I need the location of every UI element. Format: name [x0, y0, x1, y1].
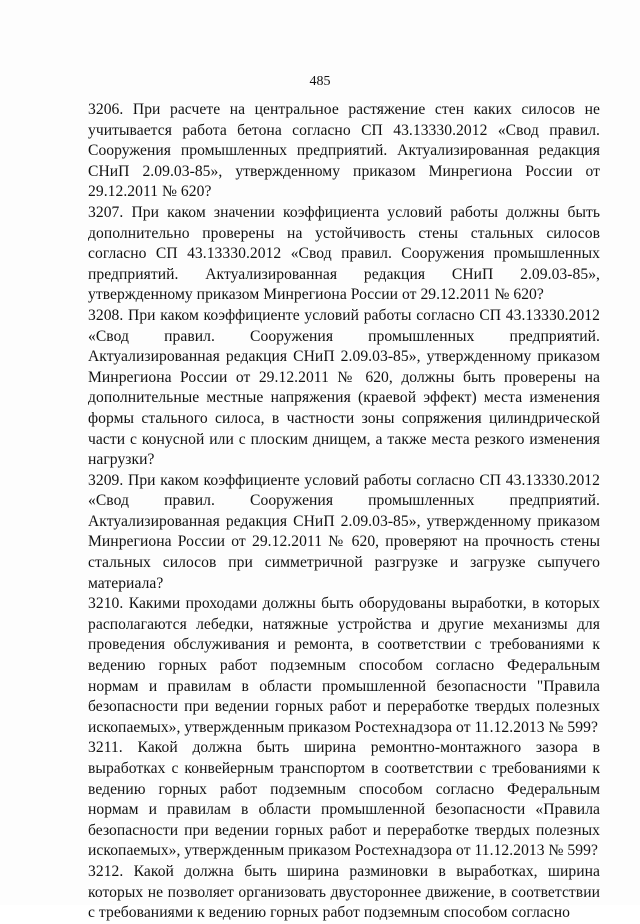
question-number: 3208.: [88, 306, 124, 324]
question-text: Какой должна быть ширина ремонтно-монтажного зазора в выработках с конвейерным транспортом в соответствии с требованиями к ведению горных работ подземным способом согласно Федеральным нормам и правилам в области промышленной безопасности «Правила безопасности при ведении горных работ и переработке твердых полезных ископаемых», утвержденным приказом Ростехнадзора от 11.12.2013 № 599?: [88, 739, 601, 860]
page-number: 485: [309, 74, 331, 89]
question-text: Какими проходами должны быть оборудованы выработки, в которых располагаются лебедки, натяжные устройства и другие механизмы для проведения обслуживания и ремонта, в соответствии с требованиями к ведению горных работ подземным способом согласно Федеральным нормам и правилам в области промышленной безопасности "Правила безопасности при ведении горных работ и переработке твердых полезных ископаемых», утвержденным приказом Ростехнадзора от 11.12.2013 № 599?: [88, 595, 601, 736]
question-number: 3209.: [88, 471, 124, 489]
question-number: 3212.: [88, 862, 124, 880]
question-3206: [88, 100, 600, 203]
question-3208: [88, 306, 600, 471]
question-3209: [88, 471, 600, 595]
question-number: 3210.: [88, 595, 124, 613]
question-text: При каком значении коэффициента условий работы должны быть дополнительно проверены на устойчивость стены стальных силосов согласно СП 43.13330.2012 «Свод правил. Сооружения промышленных предприятий. Актуализированная редакция СНиП 2.09.03-85», утвержденному приказом Минрегиона России от 29.12.2011 № 620?: [88, 203, 600, 304]
question-list: [88, 100, 600, 924]
question-3212: [88, 862, 600, 924]
question-3210: [88, 594, 600, 738]
question-text: При расчете на центральное растяжение стен каких силосов не учитывается работа бетона согласно СП 43.13330.2012 «Свод правил. Сооружения промышленных предприятий. Актуализированная редакция СНиП 2.09.03-85», утвержденному приказом Минрегиона России от 29.12.2011 № 620?: [88, 101, 600, 201]
question-3207: [88, 203, 600, 306]
question-number: 3206.: [88, 101, 124, 118]
question-number: 3211.: [88, 739, 123, 757]
question-number: 3207.: [88, 203, 124, 221]
question-text: Какой должна быть ширина разминовки в выработках, ширина которых не позволяет организовать двустороннее движение, в соответствии с требованиями к ведению горных работ подземным способом согласно: [88, 862, 600, 922]
question-text: При каком коэффициенте условий работы согласно СП 43.13330.2012 «Свод правил. Сооружения промышленных предприятий. Актуализированная редакция СНиП 2.09.03-85», утвержденному приказом Минрегиона России от 29.12.2011 № 620, проверяют на прочность стены стальных силосов при симметричной разгрузке и загрузке сыпучего материала?: [88, 471, 600, 592]
question-text: При каком коэффициенте условий работы согласно СП 43.13330.2012 «Свод правил. Сооружения промышленных предприятий. Актуализированная редакция СНиП 2.09.03-85», утвержденному приказом Минрегиона России от 29.12.2011 № 620, должны быть проверены на дополнительные местные напряжения (краевой эффект) места изменения формы стального силоса, в частности зоны сопряжения цилиндрической части с конусной или с плоским днищем, а также места резкого изменения нагрузки?: [88, 306, 600, 469]
question-3211: [88, 738, 600, 862]
